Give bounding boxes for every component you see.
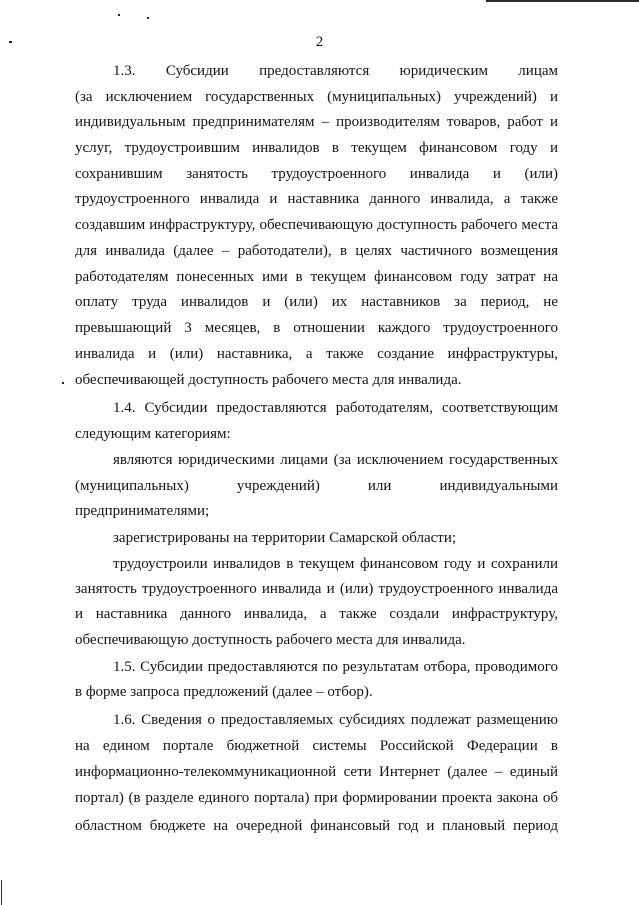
text-line: являются юридическими лицами (за исключением государственных: [113, 452, 558, 468]
text-line: трудоустроенного инвалида и наставника данного инвалида, а также: [75, 191, 558, 207]
text-line: и наставника данного инвалида, а также создали инфраструктуру,: [75, 606, 558, 622]
text-line: услуг, трудоустроившим инвалидов в текущем финансовом году и: [75, 140, 558, 156]
text-line: превышающий 3 месяцев, в отношении каждого трудоустроенного: [75, 320, 558, 336]
text-line: оплату труда инвалидов и (или) их наставников за период, не: [75, 294, 558, 310]
scan-edge-line: [486, 0, 639, 2]
text-line: обеспечивающую доступность рабочего места для инвалида.: [75, 632, 466, 648]
scan-edge-mark: [1, 880, 2, 905]
text-line: инвалида и (или) наставника, а также создание инфраструктуры,: [75, 346, 558, 362]
text-line: информационно-телекоммуникационной сети Интернет (далее – единый: [75, 764, 558, 780]
text-line: для инвалида (далее – работодатели), в целях частичного возмещения: [75, 243, 558, 259]
scan-speck: [62, 382, 64, 384]
page-number: 2: [315, 34, 324, 50]
scan-speck: [118, 14, 120, 16]
text-line: 1.4. Субсидии предоставляются работодателям, соответствующим: [113, 400, 558, 416]
text-line: следующим категориям:: [75, 426, 231, 442]
text-line: (муниципальных) учреждений) или индивидуальными: [75, 478, 558, 494]
text-line: портал) (в разделе единого портала) при формировании проекта закона об: [75, 790, 558, 806]
text-line: 1.3. Субсидии предоставляются юридическим лицам: [113, 63, 558, 79]
scan-speck: [147, 17, 149, 19]
text-line: индивидуальным предпринимателям – производителям товаров, работ и: [75, 114, 558, 130]
text-line: сохранившим занятость трудоустроенного инвалида и (или): [75, 166, 558, 182]
text-line: на едином портале бюджетной системы Российской Федерации в: [75, 738, 558, 754]
text-line: областном бюджете на очередной финансовый год и плановый период: [75, 818, 558, 834]
text-line: (за исключением государственных (муниципальных) учреждений) и: [75, 89, 558, 105]
text-line: 1.6. Сведения о предоставляемых субсидиях подлежат размещению: [113, 712, 558, 728]
text-line: обеспечивающей доступность рабочего места для инвалида.: [75, 372, 462, 388]
text-line: создавшим инфраструктуру, обеспечивающую доступность рабочего места: [75, 217, 558, 233]
text-line: зарегистрированы на территории Самарской области;: [113, 530, 457, 546]
text-line: в форме запроса предложений (далее – отбор).: [75, 684, 373, 700]
text-line: занятость трудоустроенного инвалида и (или) трудоустроенного инвалида: [75, 581, 558, 597]
text-line: работодателям понесенных ими в текущем финансовом году затрат на: [75, 269, 558, 285]
text-line: трудоустроили инвалидов в текущем финансовом году и сохранили: [113, 556, 558, 572]
text-line: 1.5. Субсидии предоставляются по результатам отбора, проводимого: [113, 659, 558, 675]
text-line: предпринимателями;: [75, 503, 210, 519]
